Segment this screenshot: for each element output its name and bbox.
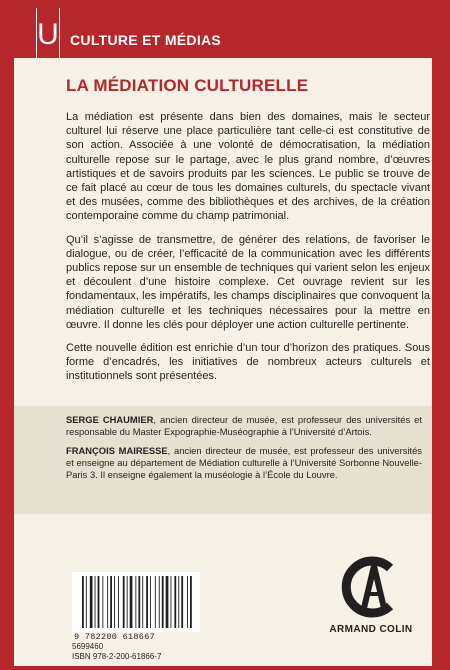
author-name-2: FRANÇOIS MAIRESSE <box>66 445 168 456</box>
series-logo <box>36 8 60 58</box>
barcode-number: 9 782200 618667 <box>74 632 156 642</box>
series-name: CULTURE ET MÉDIAS <box>70 32 222 48</box>
blurb <box>66 110 430 393</box>
blurb-paragraph-3: Cette nouvelle édition est enrichie d’un tour d’horizon des pratiques. Sous forme d’encadrés, les initiatives de nombreux acteurs culturels et institutionnels sont présentées. <box>66 342 430 383</box>
barcode <box>72 572 200 642</box>
author-name-1: SERGE CHAUMIER <box>66 414 154 425</box>
reference-code: 5699460 <box>72 642 104 651</box>
series-letter: U <box>37 18 59 51</box>
isbn: ISBN 978-2-200-61866-7 <box>72 652 162 661</box>
author-bio-2 <box>66 445 422 482</box>
author-bio-text-2: , ancien directeur de musée, est professeur des universités et enseigne au département de Médiation culturelle à l’Université Sorbonne Nouvelle-Paris 3. Il enseigne également la muséologie à l’École du Louvre. <box>66 445 422 481</box>
book-title: LA MÉDIATION CULTURELLE <box>66 76 309 95</box>
armand-colin-ac-logo-icon <box>334 552 404 622</box>
blurb-paragraph-1: La médiation est présente dans bien des domaines, mais le secteur culturel lui réserve une place particulière tant celle-ci est constitutive de son action. Associée à une volonté de démocratisation, la médiation culturelle repose sur le partage, avec le plus grand nombre, d’œuvres artistiques et de savoirs produits par les sciences. Le public se trouve de ce fait placé au cœur de tous les domaines culturels, du spectacle vivant et des musées, comme des bibliothèques et des archives, de la création contemporaine comme du champ patrimonial. <box>66 111 430 223</box>
back-cover <box>14 18 432 666</box>
barcode-bars-icon <box>82 576 192 630</box>
author-bio-text-1: , ancien directeur de musée, est professeur des universités et responsable du Master Expographie-Muséographie à l’Université d’Artois. <box>66 414 422 438</box>
author-bio-1 <box>66 414 422 438</box>
blurb-paragraph-2: Qu’il s’agisse de transmettre, de générer des relations, de favoriser le dialogue, ou de créer, l’efficacité de la communication avec les différents publics repose sur un ensemble de techniques qui varient selon les enjeux et découlent d’une histoire complexe. Cet ouvrage revient sur les fondamentaux, les impératifs, les champs disciplinaires que convoquent la médiation culturelle et les techniques nécessaires pour la mettre en œuvre. Il donne les clés pour déployer une action culturelle pertinente. <box>66 233 430 331</box>
publisher-name: ARMAND COLIN <box>329 624 413 635</box>
